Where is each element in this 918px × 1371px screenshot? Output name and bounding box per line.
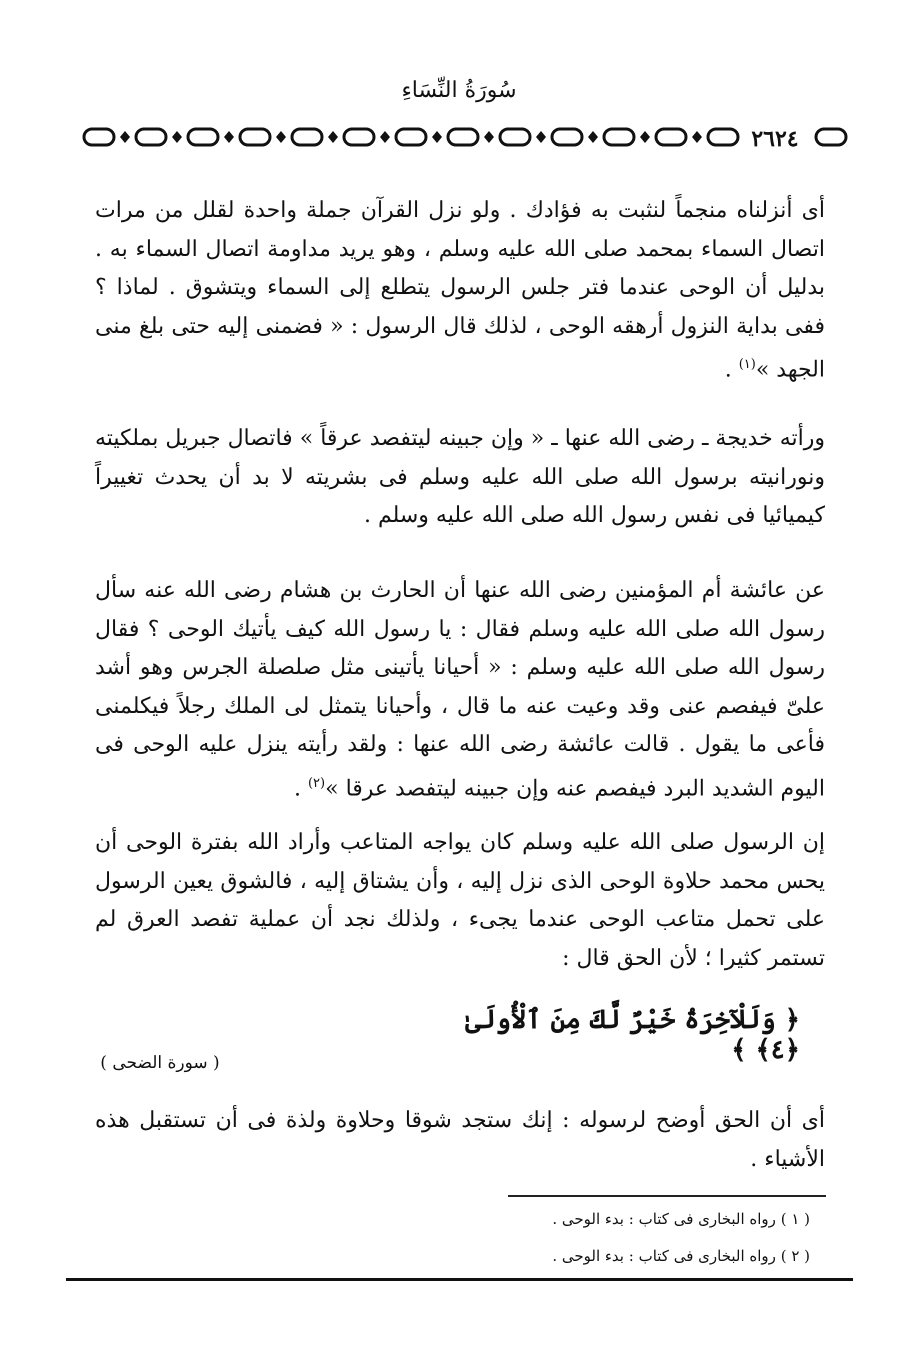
footnote-marker-1: (١): [738, 357, 756, 372]
page-number: ٢٦٢٤: [740, 126, 810, 152]
paragraph-3: [95, 572, 825, 808]
ornamental-header-border: [80, 121, 855, 155]
paragraph-1-end: .: [724, 357, 739, 383]
footnote-1: ( ١ ) رواه البخارى فى كتاب : بدء الوحى .: [552, 1210, 810, 1228]
paragraph-5: أى أن الحق أوضح لرسوله : إنك ستجد شوقا وحلاوة ولذة فى أن تستقبل هذه الأشياء .: [95, 1108, 825, 1172]
quran-verse: ﴿ وَلَلْآخِرَةُ خَيْرٌ لَّكَ مِنَ ٱلْأُولَىٰ ﴿٤﴾ ﴾: [465, 1005, 800, 1065]
surah-title: سُورَةُ النِّسَاءِ: [401, 78, 517, 103]
paragraph-2: ورأته خديجة ـ رضى الله عنها ـ « وإن جبينه ليتفصد عرقاً » فاتصال جبريل بملكيته ونورانيته برسول الله صلى الله عليه وسلم فى بشريته لا بد أن يحدث تغييراً كيميائيا فى نفس رسول الله صلى الله عليه وسلم .: [95, 426, 825, 528]
paragraph-3-text: عن عائشة أم المؤمنين رضى الله عنها أن الحارث بن هشام رضى الله عنه سأل رسول الله صلى الله عليه وسلم فقال : يا رسول الله كيف يأتيك الوحى ؟ فقال رسول الله صلى الله عليه وسلم : « أحيانا يأتينى مثل صلصلة الجرس وهو أشد علىّ فيفصم عنى وقد وعيت عنه ما قال ، وأحيانا يتمثل لى الملك رجلاً فيكلمنى فأعى ما يقول . قالت عائشة رضى الله عنها : ولقد رأيته ينزل عليه الوحى فى اليوم الشديد البرد فيفصم عنه وإن جبينه ليتفصد عرقا »: [95, 578, 825, 801]
page-bottom-rule: [66, 1278, 853, 1281]
footnote-marker-2: (٢): [307, 775, 326, 791]
surah-reference: ( سورة الضحى ): [100, 1053, 220, 1073]
paragraph-1: [95, 192, 825, 390]
paragraph-4: إن الرسول صلى الله عليه وسلم كان يواجه المتاعب وأراد الله بفترة الوحى أن يحس محمد حلاوة الوحى الذى نزل إليه ، وأن يشتاق إليه ، فالشوق يعين الرسول على تحمل متاعب الوحى عندما يجىء ، ولذلك نجد أن عملية تفصد العرق لم تستمر كثيرا ؛ لأن الحق قال :: [95, 830, 825, 971]
paragraph-3-end: .: [293, 775, 308, 801]
paragraph-1-text: أى أنزلناه منجماً لنثبت به فؤادك . ولو نزل القرآن جملة واحدة لقلل من مرات اتصال السماء بمحمد صلى الله عليه وسلم ، وهو يريد مداومة اتصال السماء به . بدليل أن الوحى عندما فتر جلس الرسول يتطلع إلى السماء ويتشوق . لماذا ؟ ففى بداية النزول أرهقه الوحى ، لذلك قال الرسول : « فضمنى إليه حتى بلغ منى الجهد »: [95, 198, 825, 383]
footnote-2: ( ٢ ) رواه البخارى فى كتاب : بدء الوحى .: [552, 1247, 810, 1265]
footnote-divider: [508, 1195, 826, 1197]
